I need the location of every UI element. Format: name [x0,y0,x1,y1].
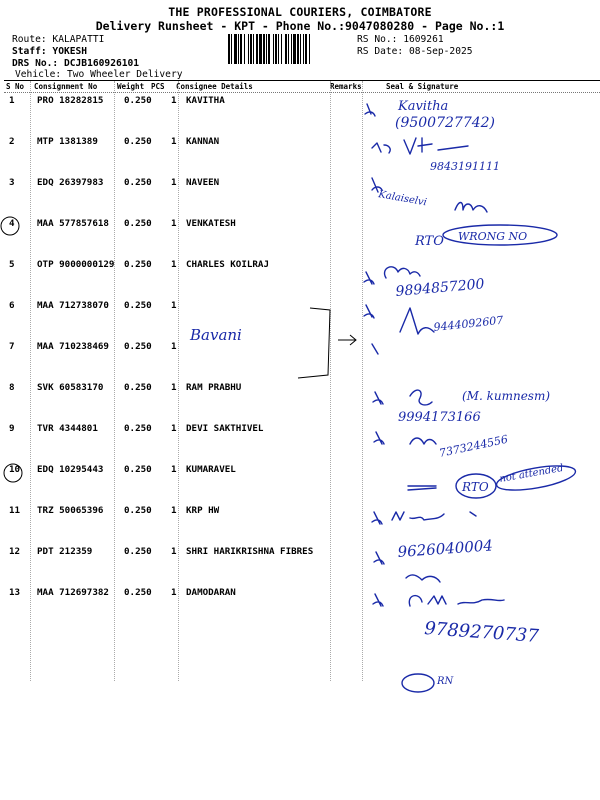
row-weight: 0.250 [124,95,152,106]
row-sno: 1 [9,95,15,106]
row-sno: 13 [9,587,21,598]
row-sno: 8 [9,382,15,393]
staff-label: Staff: YOKESH [12,46,88,57]
row-pcs: 1 [171,300,177,311]
row-sno: 6 [9,300,15,311]
row-consignment-no: EDQ 10295443 [37,464,104,475]
col-header-weight: Weight [117,82,145,91]
row-consignee: RAM PRABHU [186,382,242,393]
document-subtitle: Delivery Runsheet - KPT - Phone No.:9047080280 - Page No.:1 [95,19,505,33]
rs-date: RS Date: 08-Sep-2025 [357,46,473,57]
row-pcs: 1 [171,382,177,393]
table-header-rule [4,92,600,93]
hw-r13-phone: 9789270737 [423,618,540,647]
table-row [0,464,600,505]
row-pcs: 1 [171,177,177,188]
row-weight: 0.250 [124,546,152,557]
hw-r6-phone: 9444092607 [432,313,504,334]
row-sno: 5 [9,259,15,270]
hw-r1-name: Kavitha [398,99,449,114]
col-header-sno: S No [6,82,25,91]
table-row [0,546,600,587]
row-sno: 12 [9,546,21,557]
hw-r5-phone: 9894857200 [394,276,486,300]
hw-r2-phone: 9843191111 [430,160,500,173]
row-pcs: 1 [171,136,177,147]
hw-r6-name: Bavani [190,326,242,344]
row-pcs: 1 [171,423,177,434]
table-row [0,259,600,300]
drs-label: DRS No.: DCJB160926101 [12,58,140,69]
row-weight: 0.250 [124,300,152,311]
col-header-pcs: PCS [151,82,165,91]
row-consignment-no: PRO 18282815 [37,95,104,106]
row-consignment-no: OTP 9000000129 [37,259,115,270]
row-weight: 0.250 [124,218,152,229]
row-consignee: KAVITHA [186,95,225,106]
table-top-rule [4,80,600,81]
col-header-seal-signature: Seal & Signature [386,82,459,91]
row-consignment-no: MAA 577857618 [37,218,109,229]
table-row [0,423,600,464]
hw-r4-rto: RTO [415,234,444,249]
row-weight: 0.250 [124,341,152,352]
barcode [228,34,354,64]
row-consignment-no: TRZ 50065396 [37,505,104,516]
row-consignment-no: TVR 4344801 [37,423,98,434]
row-weight: 0.250 [124,177,152,188]
row-pcs: 1 [171,505,177,516]
row-consignment-no: EDQ 26397983 [37,177,104,188]
col-header-remarks: Remarks [330,82,362,91]
row-weight: 0.250 [124,259,152,270]
col-header-consignment: Consignment No [34,82,98,91]
hw-r4-reason: WRONG NO [458,230,528,243]
row-consignee: KUMARAVEL [186,464,236,475]
hw-r12-phone: 9626040004 [397,536,494,561]
row-sno: 7 [9,341,15,352]
table-row [0,136,600,177]
table-row [0,95,600,136]
table-row [0,382,600,423]
document-title: THE PROFESSIONAL COURIERS, COIMBATORE [168,5,432,19]
row-weight: 0.250 [124,587,152,598]
row-consignee: DAMODARAN [186,587,236,598]
row-consignee: VENKATESH [186,218,236,229]
row-consignee: DEVI SAKTHIVEL [186,423,264,434]
table-row [0,505,600,546]
row-sno: 11 [9,505,21,516]
table-row [0,300,600,341]
hw-r1-phone: (9500727742) [395,115,495,131]
table-row [0,341,600,382]
hw-bottom-note: RN [437,676,454,687]
row-weight: 0.250 [124,423,152,434]
row-pcs: 1 [171,464,177,475]
hw-r10-rto: RTO [462,480,489,494]
table-row [0,177,600,218]
bottom-circle-mark [402,674,434,692]
hw-r9-phone: 7373244556 [437,432,510,460]
col-header-consignee: Consignee Details [176,82,253,91]
row-consignee: SHRI HARIKRISHNA FIBRES [186,546,314,557]
row-weight: 0.250 [124,464,152,475]
row-consignee: CHARLES KOILRAJ [186,259,269,270]
row-pcs: 1 [171,95,177,106]
row-sno: 10 [9,464,21,475]
row-consignment-no: SVK 60583170 [37,382,104,393]
row-pcs: 1 [171,259,177,270]
row-sno: 9 [9,423,15,434]
row-weight: 0.250 [124,382,152,393]
row-consignee: KANNAN [186,136,220,147]
table-row [0,587,600,628]
row-sno: 4 [9,218,15,229]
row-pcs: 1 [171,218,177,229]
row-pcs: 1 [171,587,177,598]
hw-r10-reason: not attended [498,462,565,485]
hw-r3-note: Kalaiselvi [377,189,428,209]
vehicle-label: Vehicle: Two Wheeler Delivery [15,69,183,80]
row-pcs: 1 [171,341,177,352]
rs-number: RS No.: 1609261 [357,34,444,45]
row-consignment-no: MTP 1381389 [37,136,98,147]
row-consignment-no: MAA 710238469 [37,341,109,352]
row-pcs: 1 [171,546,177,557]
row-weight: 0.250 [124,505,152,516]
row-consignee: KRP HW [186,505,220,516]
row-consignment-no: MAA 712738070 [37,300,109,311]
row-sno: 2 [9,136,15,147]
table-row [0,218,600,259]
row-consignment-no: MAA 712697382 [37,587,109,598]
row-consignee: NAVEEN [186,177,220,188]
route-label: Route: KALAPATTI [12,34,105,45]
hw-r8-phone: 9994173166 [398,410,481,425]
hw-r8-note: (M. kumnesm) [462,389,551,403]
row-weight: 0.250 [124,136,152,147]
row-sno: 3 [9,177,15,188]
row-consignment-no: PDT 212359 [37,546,93,557]
